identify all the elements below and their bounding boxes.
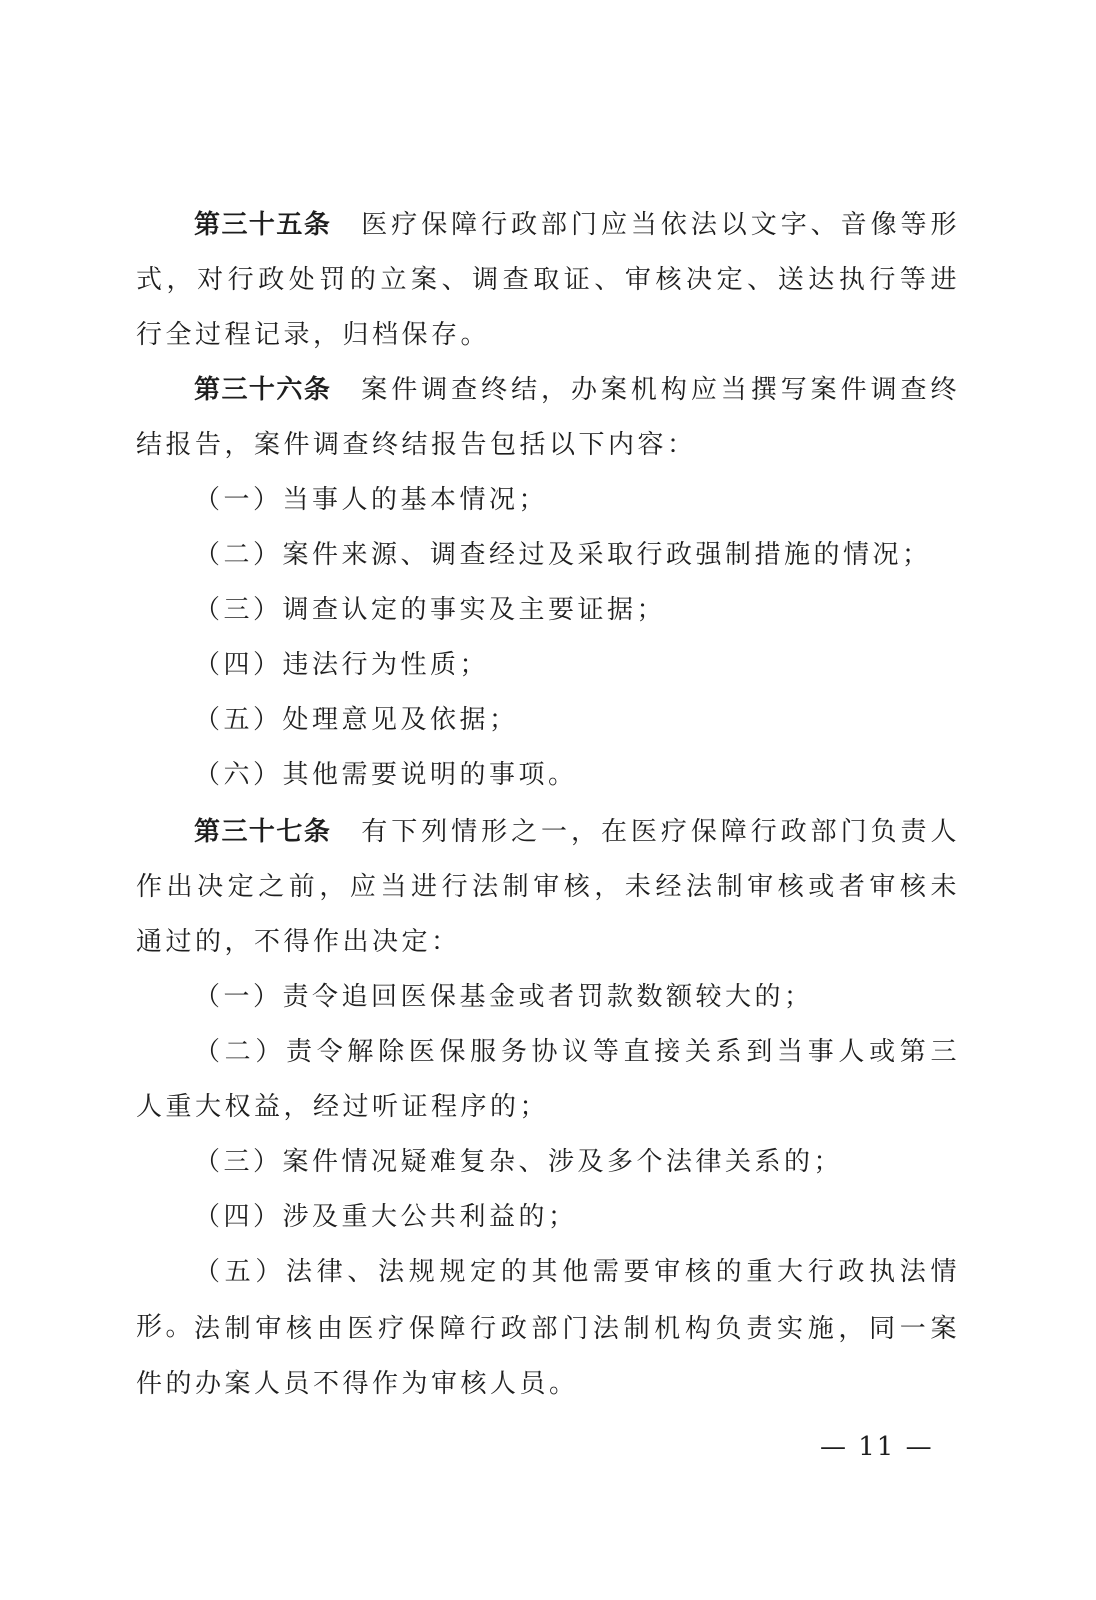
article-text: 医疗保障行政部门应当依法以文字、音像等形式，对行政处罚的立案、调查取证、审核决定、送达执行等进行全过程记录，归档保存。: [136, 210, 960, 350]
list-item: （二）案件来源、调查经过及采取行政强制措施的情况；: [194, 540, 932, 570]
list-item: （五）法律、法规规定的其他需要审核的重大行政执法情形。: [136, 1257, 960, 1342]
list-item: （一）当事人的基本情况；: [194, 485, 549, 515]
article-35: [136, 198, 960, 363]
list-item: （一）责令追回医保基金或者罚款数额较大的；: [194, 982, 814, 1012]
article-text: 案件调查终结，办案机构应当撰写案件调查终结报告，案件调查终结报告包括以下内容：: [136, 375, 960, 460]
article-number: 第三十七条: [194, 817, 332, 847]
list-item: （五）处理意见及依据；: [194, 705, 519, 735]
article-number: 第三十五条: [194, 210, 332, 240]
list-item: （四）违法行为性质；: [194, 650, 490, 680]
list-item: （三）调查认定的事实及主要证据；: [194, 595, 667, 625]
article-number: 第三十六条: [194, 375, 332, 405]
list-item: （六）其他需要说明的事项。: [194, 760, 578, 790]
list-item: （三）案件情况疑难复杂、涉及多个法律关系的；: [194, 1147, 844, 1177]
document-body: [136, 0, 960, 1600]
article-text: 有下列情形之一，在医疗保障行政部门负责人作出决定之前，应当进行法制审核，未经法制审核或者审核未通过的，不得作出决定：: [136, 817, 960, 957]
list-item: （四）涉及重大公共利益的；: [194, 1202, 578, 1232]
article-37: [136, 805, 960, 970]
list-item: （二）责令解除医保服务协议等直接关系到当事人或第三人重大权益，经过听证程序的；: [136, 1037, 960, 1122]
page-number: — 11 —: [820, 1432, 934, 1462]
closing-paragraph: 法制审核由医疗保障行政部门法制机构负责实施，同一案件的办案人员不得作为审核人员。: [136, 1314, 960, 1399]
article-36: [136, 363, 960, 473]
